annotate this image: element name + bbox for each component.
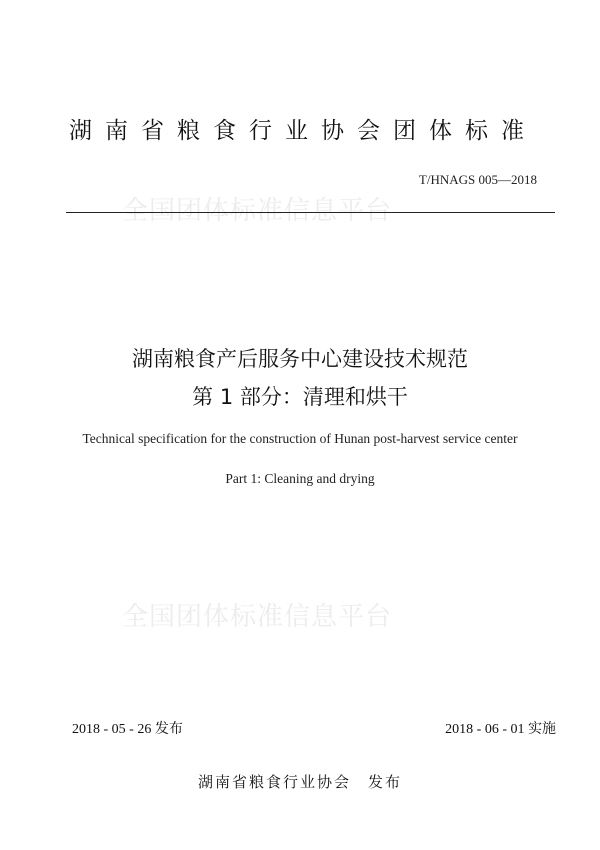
header-divider — [66, 212, 555, 213]
document-title-zh: 湖南粮食产后服务中心建设技术规范 — [132, 347, 468, 371]
publisher-line: 湖南省粮食行业协会 发布 — [197, 773, 402, 791]
watermark-bottom: 全国团体标准信息平台 — [122, 602, 393, 632]
implementation-date: 2018 - 06 - 01 实施 — [445, 722, 556, 737]
document-title-en: Technical specification for the construction of Hunan post-harvest service center — [82, 431, 518, 446]
document-part-title-en: Part 1: Cleaning and drying — [225, 471, 375, 486]
standard-number: T/HNAGS 005—2018 — [418, 172, 537, 187]
organization-standard-header: 湖南省粮食行业协会团体标准 — [69, 118, 537, 144]
publish-date: 2018 - 05 - 26 发布 — [72, 722, 183, 737]
document-part-title-zh: 第 1 部分：清理和烘干 — [192, 385, 408, 409]
watermark-top: 全国团体标准信息平台 — [122, 196, 393, 226]
